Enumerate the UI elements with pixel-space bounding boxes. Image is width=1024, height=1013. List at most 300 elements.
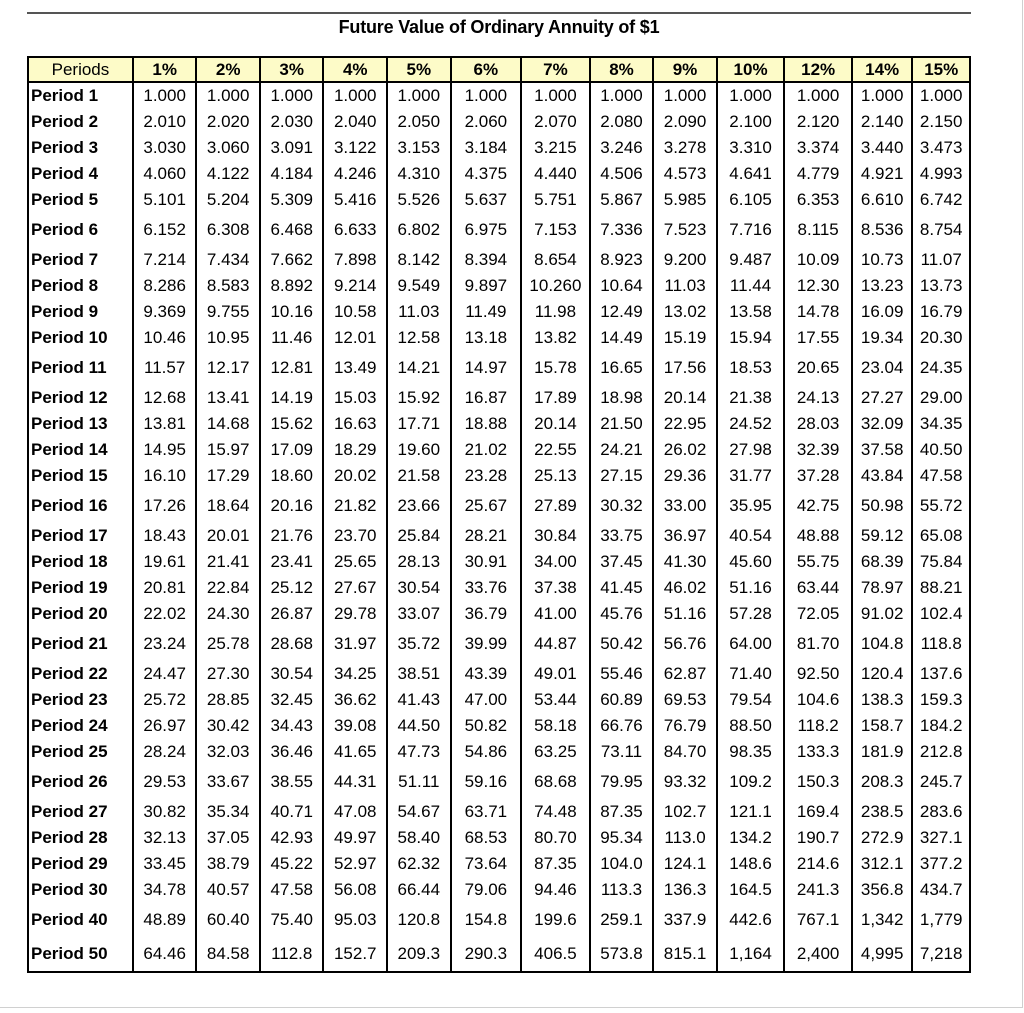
table-cell: 11.44	[717, 273, 785, 299]
table-cell: 112.8	[260, 937, 324, 972]
table-cell: 169.4	[784, 799, 852, 825]
table-cell: 79.95	[590, 765, 654, 799]
table-row	[28, 549, 970, 575]
table-cell: 5.637	[451, 187, 522, 213]
table-cell: 8.536	[852, 213, 913, 247]
table-cell: 45.22	[260, 851, 324, 877]
table-cell: 5.204	[196, 187, 260, 213]
table-cell: 164.5	[717, 877, 785, 903]
table-cell: 13.58	[717, 299, 785, 325]
table-cell: 1.000	[590, 82, 654, 109]
table-cell: 6.975	[451, 213, 522, 247]
column-header-rate: 10%	[717, 57, 785, 82]
period-label: Period 14	[28, 437, 133, 463]
table-cell: 6.308	[196, 213, 260, 247]
table-cell: 8.286	[133, 273, 197, 299]
table-cell: 73.64	[451, 851, 522, 877]
table-cell: 91.02	[852, 601, 913, 627]
table-cell: 49.97	[323, 825, 387, 851]
table-cell: 57.28	[717, 601, 785, 627]
table-cell: 4.122	[196, 161, 260, 187]
table-cell: 11.07	[912, 247, 970, 273]
table-cell: 15.97	[196, 437, 260, 463]
table-cell: 66.44	[387, 877, 451, 903]
table-cell: 3.310	[717, 135, 785, 161]
table-cell: 25.72	[133, 687, 197, 713]
table-cell: 1.000	[133, 82, 197, 109]
table-row	[28, 713, 970, 739]
period-label: Period 5	[28, 187, 133, 213]
table-cell: 74.48	[521, 799, 590, 825]
table-cell: 2.060	[451, 109, 522, 135]
table-cell: 13.81	[133, 411, 197, 437]
table-cell: 1.000	[852, 82, 913, 109]
table-row	[28, 489, 970, 523]
table-cell: 2.150	[912, 109, 970, 135]
table-cell: 60.40	[196, 903, 260, 937]
table-cell: 38.55	[260, 765, 324, 799]
table-cell: 150.3	[784, 765, 852, 799]
table-cell: 50.82	[451, 713, 522, 739]
table-cell: 4.310	[387, 161, 451, 187]
period-label: Period 27	[28, 799, 133, 825]
table-row	[28, 351, 970, 385]
table-cell: 39.08	[323, 713, 387, 739]
table-cell: 37.58	[852, 437, 913, 463]
table-cell: 3.060	[196, 135, 260, 161]
table-cell: 10.64	[590, 273, 654, 299]
table-cell: 30.91	[451, 549, 522, 575]
table-cell: 38.51	[387, 661, 451, 687]
table-cell: 63.25	[521, 739, 590, 765]
table-cell: 3.091	[260, 135, 324, 161]
table-cell: 4.246	[323, 161, 387, 187]
table-cell: 3.473	[912, 135, 970, 161]
table-cell: 12.58	[387, 325, 451, 351]
table-cell: 75.84	[912, 549, 970, 575]
table-cell: 8.654	[521, 247, 590, 273]
table-cell: 41.65	[323, 739, 387, 765]
table-cell: 53.44	[521, 687, 590, 713]
table-cell: 65.08	[912, 523, 970, 549]
table-cell: 68.53	[451, 825, 522, 851]
table-cell: 26.87	[260, 601, 324, 627]
table-cell: 27.98	[717, 437, 785, 463]
column-header-rate: 14%	[852, 57, 913, 82]
table-cell: 58.40	[387, 825, 451, 851]
table-cell: 4.060	[133, 161, 197, 187]
table-cell: 19.34	[852, 325, 913, 351]
column-header-rate: 8%	[590, 57, 654, 82]
table-cell: 29.00	[912, 385, 970, 411]
table-cell: 212.8	[912, 739, 970, 765]
table-cell: 88.50	[717, 713, 785, 739]
period-label: Period 8	[28, 273, 133, 299]
table-cell: 9.549	[387, 273, 451, 299]
table-cell: 1.000	[717, 82, 785, 109]
table-cell: 95.03	[323, 903, 387, 937]
table-cell: 8.754	[912, 213, 970, 247]
table-cell: 51.11	[387, 765, 451, 799]
table-cell: 25.67	[451, 489, 522, 523]
table-cell: 10.73	[852, 247, 913, 273]
table-cell: 6.610	[852, 187, 913, 213]
table-cell: 43.39	[451, 661, 522, 687]
table-cell: 4.921	[852, 161, 913, 187]
table-cell: 62.32	[387, 851, 451, 877]
table-cell: 356.8	[852, 877, 913, 903]
table-cell: 58.18	[521, 713, 590, 739]
table-cell: 25.12	[260, 575, 324, 601]
table-cell: 9.897	[451, 273, 522, 299]
table-cell: 68.39	[852, 549, 913, 575]
table-cell: 113.3	[590, 877, 654, 903]
table-cell: 24.52	[717, 411, 785, 437]
table-cell: 15.62	[260, 411, 324, 437]
table-cell: 13.23	[852, 273, 913, 299]
table-cell: 12.17	[196, 351, 260, 385]
table-cell: 5.101	[133, 187, 197, 213]
table-cell: 120.8	[387, 903, 451, 937]
table-cell: 33.75	[590, 523, 654, 549]
table-cell: 2.120	[784, 109, 852, 135]
table-cell: 17.55	[784, 325, 852, 351]
table-cell: 13.02	[653, 299, 717, 325]
table-cell: 79.06	[451, 877, 522, 903]
table-cell: 80.70	[521, 825, 590, 851]
table-cell: 40.57	[196, 877, 260, 903]
table-cell: 3.153	[387, 135, 451, 161]
table-cell: 15.94	[717, 325, 785, 351]
table-cell: 283.6	[912, 799, 970, 825]
table-cell: 11.46	[260, 325, 324, 351]
table-cell: 92.50	[784, 661, 852, 687]
table-cell: 2.010	[133, 109, 197, 135]
table-cell: 1.000	[521, 82, 590, 109]
table-cell: 104.6	[784, 687, 852, 713]
table-cell: 14.78	[784, 299, 852, 325]
table-cell: 23.28	[451, 463, 522, 489]
table-cell: 3.440	[852, 135, 913, 161]
table-cell: 30.84	[521, 523, 590, 549]
table-cell: 6.802	[387, 213, 451, 247]
table-cell: 4.779	[784, 161, 852, 187]
table-cell: 10.58	[323, 299, 387, 325]
period-label: Period 11	[28, 351, 133, 385]
table-cell: 11.98	[521, 299, 590, 325]
table-cell: 18.98	[590, 385, 654, 411]
table-cell: 21.50	[590, 411, 654, 437]
table-cell: 22.55	[521, 437, 590, 463]
table-cell: 64.00	[717, 627, 785, 661]
table-cell: 5.309	[260, 187, 324, 213]
table-row	[28, 851, 970, 877]
table-cell: 2.040	[323, 109, 387, 135]
table-cell: 40.71	[260, 799, 324, 825]
table-cell: 81.70	[784, 627, 852, 661]
table-cell: 44.50	[387, 713, 451, 739]
table-cell: 56.76	[653, 627, 717, 661]
table-cell: 4.184	[260, 161, 324, 187]
period-label: Period 28	[28, 825, 133, 851]
table-cell: 87.35	[521, 851, 590, 877]
annuity-table	[27, 56, 971, 973]
table-cell: 31.77	[717, 463, 785, 489]
table-cell: 13.41	[196, 385, 260, 411]
table-cell: 22.95	[653, 411, 717, 437]
table-cell: 27.30	[196, 661, 260, 687]
table-body	[28, 82, 970, 972]
table-cell: 75.40	[260, 903, 324, 937]
table-row	[28, 739, 970, 765]
table-cell: 15.78	[521, 351, 590, 385]
table-cell: 312.1	[852, 851, 913, 877]
table-cell: 27.27	[852, 385, 913, 411]
table-cell: 11.49	[451, 299, 522, 325]
table-cell: 36.79	[451, 601, 522, 627]
table-cell: 23.70	[323, 523, 387, 549]
table-cell: 12.30	[784, 273, 852, 299]
table-cell: 121.1	[717, 799, 785, 825]
table-cell: 337.9	[653, 903, 717, 937]
table-cell: 148.6	[717, 851, 785, 877]
table-row	[28, 437, 970, 463]
table-cell: 23.04	[852, 351, 913, 385]
table-cell: 7.434	[196, 247, 260, 273]
table-cell: 69.53	[653, 687, 717, 713]
table-cell: 66.76	[590, 713, 654, 739]
table-cell: 208.3	[852, 765, 913, 799]
table-cell: 72.05	[784, 601, 852, 627]
table-cell: 47.58	[260, 877, 324, 903]
table-cell: 102.7	[653, 799, 717, 825]
table-cell: 73.11	[590, 739, 654, 765]
table-cell: 19.61	[133, 549, 197, 575]
table-cell: 14.68	[196, 411, 260, 437]
table-cell: 17.26	[133, 489, 197, 523]
table-cell: 59.16	[451, 765, 522, 799]
column-header-rate: 2%	[196, 57, 260, 82]
table-cell: 29.53	[133, 765, 197, 799]
table-cell: 37.28	[784, 463, 852, 489]
table-cell: 20.16	[260, 489, 324, 523]
table-cell: 93.32	[653, 765, 717, 799]
table-cell: 18.53	[717, 351, 785, 385]
table-cell: 16.79	[912, 299, 970, 325]
table-cell: 55.75	[784, 549, 852, 575]
table-cell: 2.140	[852, 109, 913, 135]
table-cell: 24.47	[133, 661, 197, 687]
table-cell: 68.68	[521, 765, 590, 799]
table-cell: 8.142	[387, 247, 451, 273]
table-cell: 1,779	[912, 903, 970, 937]
table-cell: 18.88	[451, 411, 522, 437]
table-cell: 238.5	[852, 799, 913, 825]
table-cell: 32.03	[196, 739, 260, 765]
table-cell: 434.7	[912, 877, 970, 903]
table-cell: 9.200	[653, 247, 717, 273]
table-cell: 16.63	[323, 411, 387, 437]
table-cell: 3.184	[451, 135, 522, 161]
table-cell: 25.65	[323, 549, 387, 575]
table-cell: 5.416	[323, 187, 387, 213]
table-cell: 41.00	[521, 601, 590, 627]
table-cell: 3.030	[133, 135, 197, 161]
table-cell: 2,400	[784, 937, 852, 972]
table-cell: 109.2	[717, 765, 785, 799]
table-cell: 28.24	[133, 739, 197, 765]
table-cell: 3.122	[323, 135, 387, 161]
table-cell: 41.43	[387, 687, 451, 713]
table-cell: 14.95	[133, 437, 197, 463]
table-cell: 47.00	[451, 687, 522, 713]
period-label: Period 50	[28, 937, 133, 972]
table-cell: 30.82	[133, 799, 197, 825]
table-cell: 37.05	[196, 825, 260, 851]
table-cell: 406.5	[521, 937, 590, 972]
table-cell: 137.6	[912, 661, 970, 687]
table-cell: 6.105	[717, 187, 785, 213]
table-cell: 47.73	[387, 739, 451, 765]
period-label: Period 18	[28, 549, 133, 575]
table-cell: 327.1	[912, 825, 970, 851]
table-cell: 87.35	[590, 799, 654, 825]
table-cell: 40.54	[717, 523, 785, 549]
table-cell: 7.662	[260, 247, 324, 273]
table-cell: 10.260	[521, 273, 590, 299]
table-cell: 14.97	[451, 351, 522, 385]
table-cell: 3.278	[653, 135, 717, 161]
column-header-rate: 15%	[912, 57, 970, 82]
table-cell: 104.0	[590, 851, 654, 877]
table-cell: 181.9	[852, 739, 913, 765]
table-cell: 2.090	[653, 109, 717, 135]
table-cell: 10.46	[133, 325, 197, 351]
table-cell: 23.41	[260, 549, 324, 575]
table-cell: 20.02	[323, 463, 387, 489]
table-cell: 8.115	[784, 213, 852, 247]
period-label: Period 21	[28, 627, 133, 661]
table-cell: 59.12	[852, 523, 913, 549]
table-cell: 22.84	[196, 575, 260, 601]
table-cell: 14.21	[387, 351, 451, 385]
table-cell: 5.985	[653, 187, 717, 213]
table-cell: 62.87	[653, 661, 717, 687]
table-cell: 28.03	[784, 411, 852, 437]
table-cell: 29.78	[323, 601, 387, 627]
table-cell: 35.95	[717, 489, 785, 523]
table-cell: 28.13	[387, 549, 451, 575]
table-cell: 51.16	[653, 601, 717, 627]
table-row	[28, 109, 970, 135]
column-header-rate: 1%	[133, 57, 197, 82]
table-cell: 25.13	[521, 463, 590, 489]
table-cell: 76.79	[653, 713, 717, 739]
table-cell: 34.00	[521, 549, 590, 575]
table-row	[28, 687, 970, 713]
table-cell: 6.742	[912, 187, 970, 213]
table-cell: 9.487	[717, 247, 785, 273]
table-cell: 45.60	[717, 549, 785, 575]
table-cell: 34.43	[260, 713, 324, 739]
table-cell: 48.89	[133, 903, 197, 937]
table-cell: 5.526	[387, 187, 451, 213]
table-cell: 84.58	[196, 937, 260, 972]
table-cell: 30.54	[260, 661, 324, 687]
period-label: Period 10	[28, 325, 133, 351]
table-cell: 184.2	[912, 713, 970, 739]
table-cell: 13.82	[521, 325, 590, 351]
table-row	[28, 937, 970, 972]
table-cell: 134.2	[717, 825, 785, 851]
table-cell: 79.54	[717, 687, 785, 713]
table-cell: 9.214	[323, 273, 387, 299]
table-cell: 159.3	[912, 687, 970, 713]
table-row	[28, 135, 970, 161]
period-label: Period 3	[28, 135, 133, 161]
table-cell: 4.641	[717, 161, 785, 187]
table-cell: 12.81	[260, 351, 324, 385]
table-cell: 32.45	[260, 687, 324, 713]
table-row	[28, 411, 970, 437]
table-cell: 8.923	[590, 247, 654, 273]
table-cell: 113.0	[653, 825, 717, 851]
table-cell: 2.030	[260, 109, 324, 135]
table-cell: 138.3	[852, 687, 913, 713]
table-row	[28, 765, 970, 799]
table-row	[28, 213, 970, 247]
table-cell: 14.49	[590, 325, 654, 351]
table-cell: 6.468	[260, 213, 324, 247]
table-cell: 95.34	[590, 825, 654, 851]
table-cell: 4.375	[451, 161, 522, 187]
table-cell: 245.7	[912, 765, 970, 799]
table-cell: 13.49	[323, 351, 387, 385]
table-cell: 2.100	[717, 109, 785, 135]
table-cell: 136.3	[653, 877, 717, 903]
table-cell: 47.58	[912, 463, 970, 489]
table-cell: 31.97	[323, 627, 387, 661]
table-cell: 442.6	[717, 903, 785, 937]
table-cell: 15.19	[653, 325, 717, 351]
table-cell: 39.99	[451, 627, 522, 661]
table-cell: 38.79	[196, 851, 260, 877]
table-cell: 18.60	[260, 463, 324, 489]
table-cell: 40.50	[912, 437, 970, 463]
table-cell: 33.67	[196, 765, 260, 799]
table-cell: 88.21	[912, 575, 970, 601]
table-cell: 33.76	[451, 575, 522, 601]
table-cell: 35.72	[387, 627, 451, 661]
table-cell: 16.09	[852, 299, 913, 325]
table-cell: 28.21	[451, 523, 522, 549]
table-cell: 1,342	[852, 903, 913, 937]
table-cell: 21.38	[717, 385, 785, 411]
table-cell: 6.633	[323, 213, 387, 247]
column-header-rate: 3%	[260, 57, 324, 82]
table-cell: 20.14	[521, 411, 590, 437]
table-cell: 44.31	[323, 765, 387, 799]
table-cell: 118.2	[784, 713, 852, 739]
table-cell: 2.050	[387, 109, 451, 135]
table-cell: 209.3	[387, 937, 451, 972]
period-label: Period 19	[28, 575, 133, 601]
table-cell: 8.394	[451, 247, 522, 273]
table-cell: 1.000	[323, 82, 387, 109]
table-cell: 28.68	[260, 627, 324, 661]
table-cell: 34.35	[912, 411, 970, 437]
table-cell: 16.10	[133, 463, 197, 489]
